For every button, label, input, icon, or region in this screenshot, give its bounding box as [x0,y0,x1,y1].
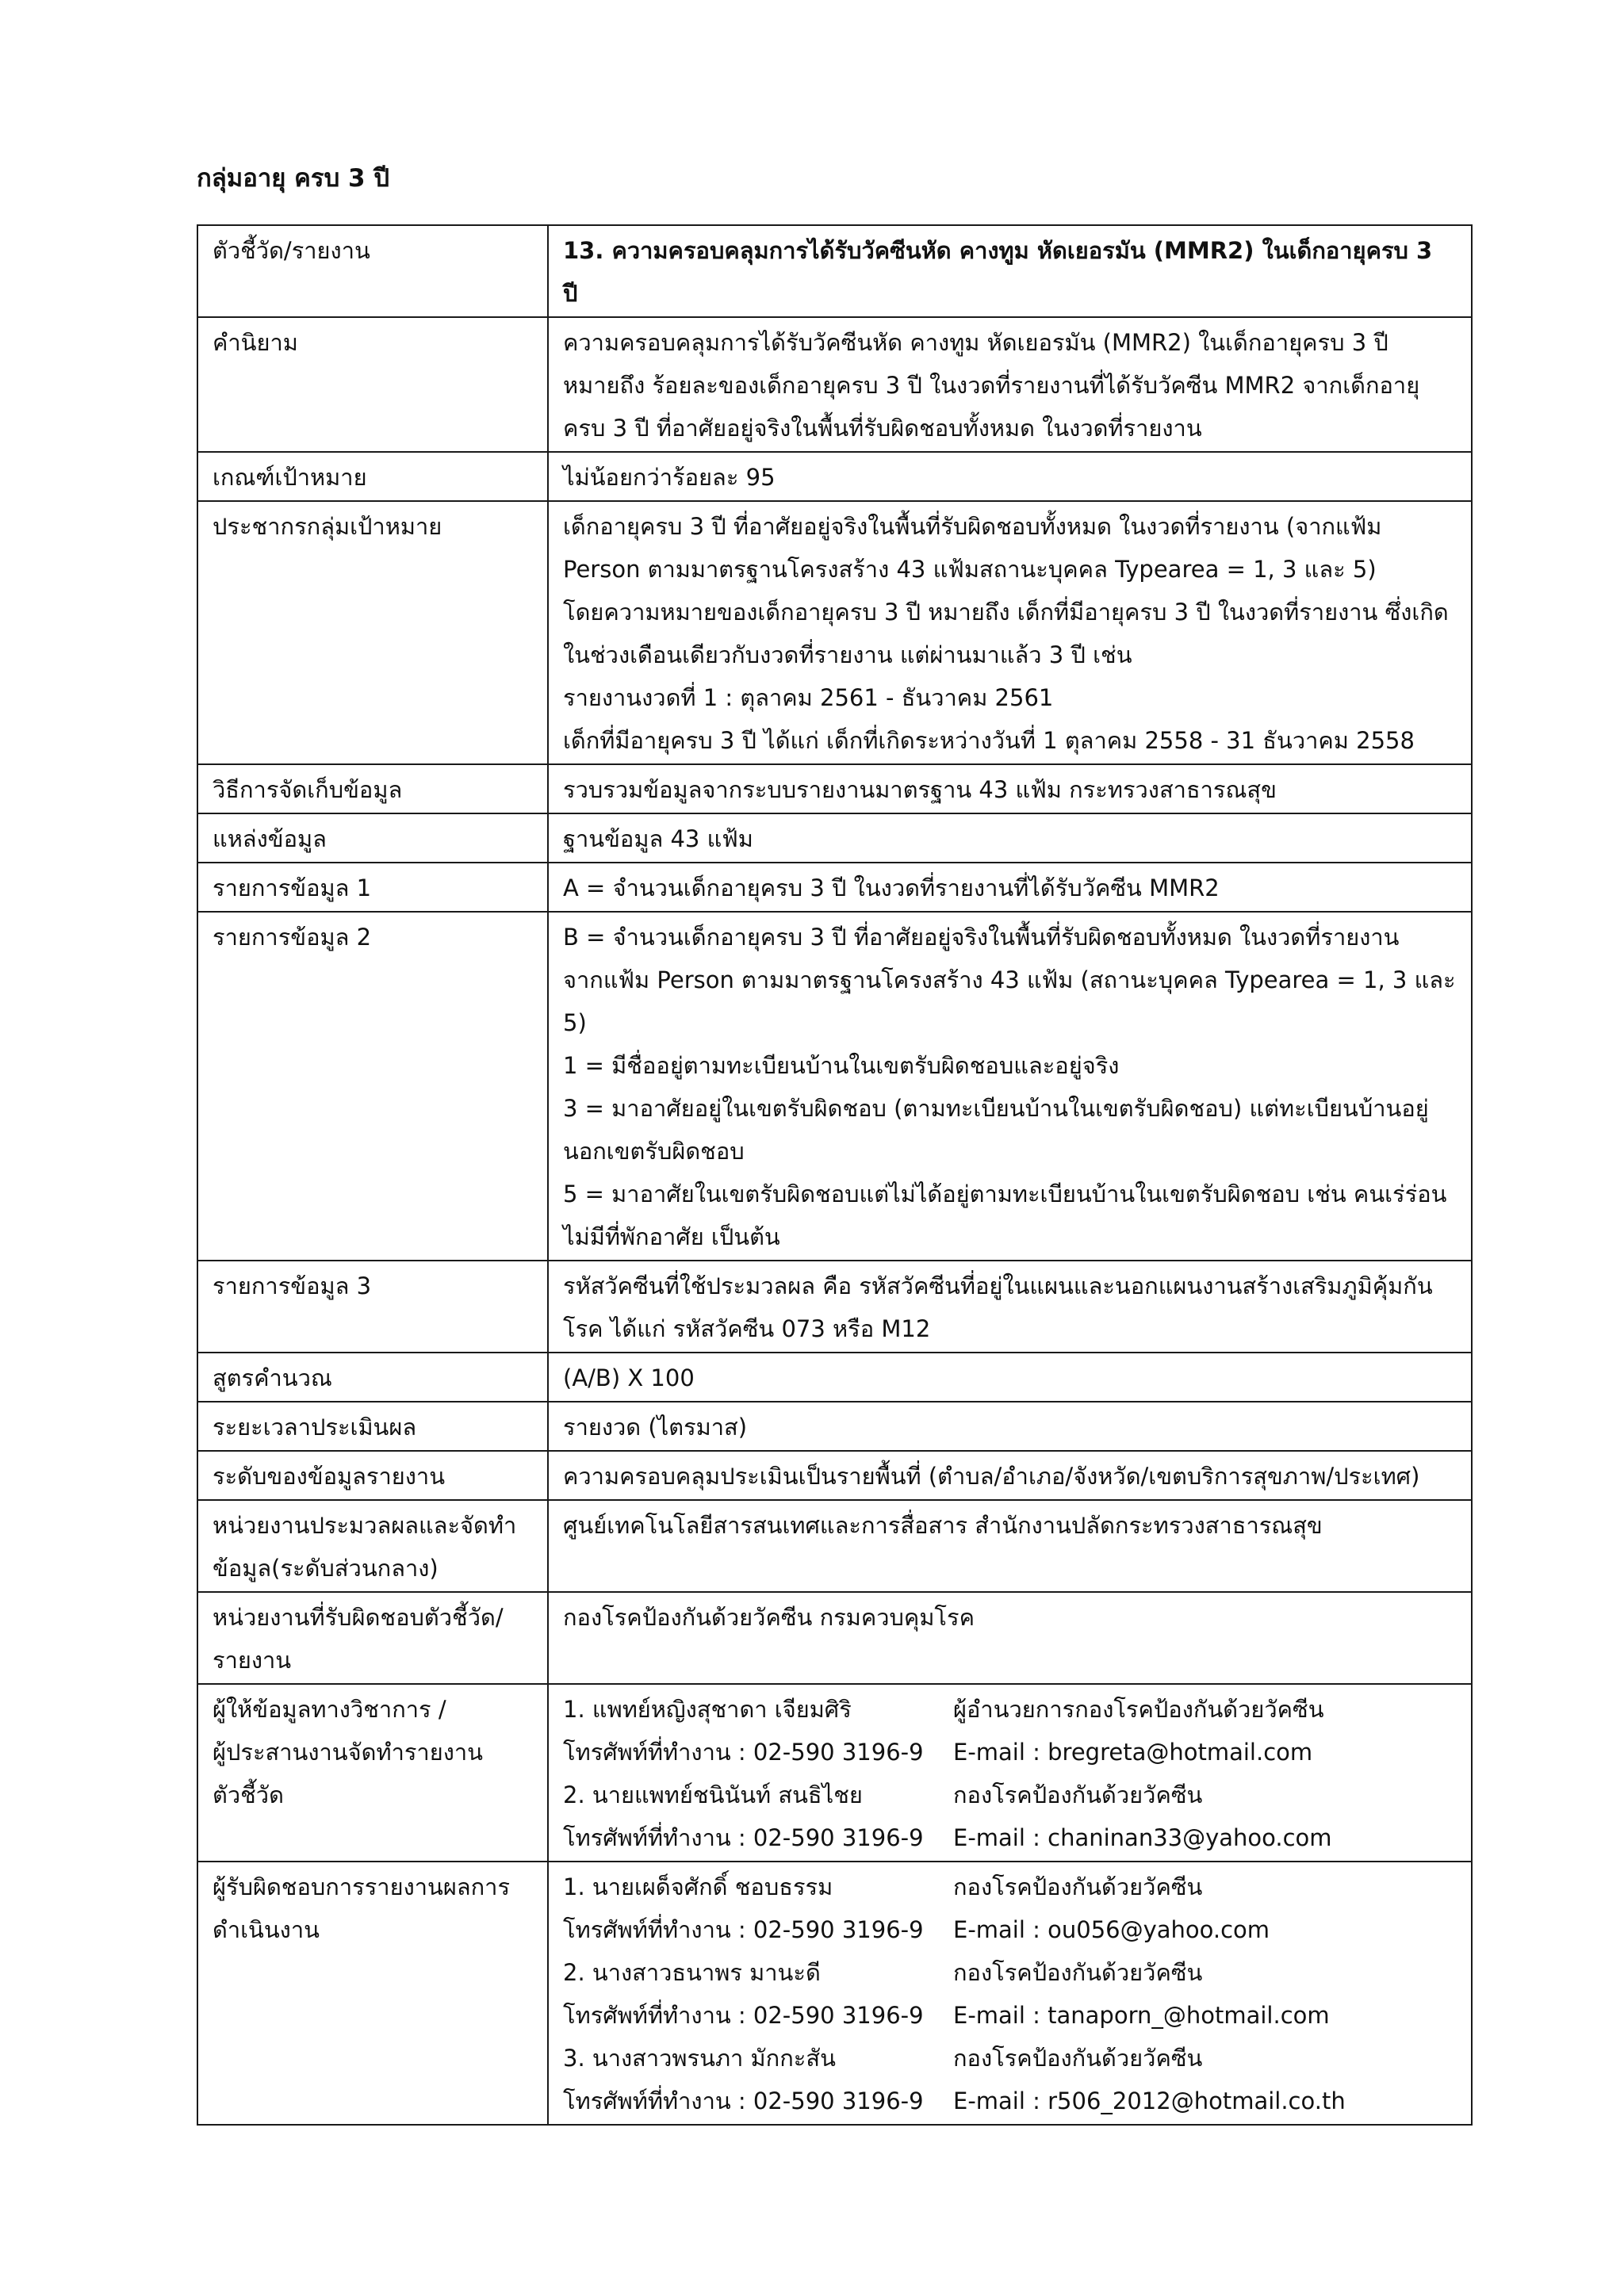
row-value [548,764,1472,813]
cell-text: โทรศัพท์ที่ทำงาน : 02-590 3196-9 [563,1824,924,1851]
text-line: 5 = มาอาศัยในเขตรับผิดชอบแต่ไม่ได้อยู่ตามทะเบียนบ้านในเขตรับผิดชอบ เช่น คนเร่ร่อน [563,1181,1447,1207]
text-line: โรค ได้แก่ รหัสวัคซีน 073 หรือ M12 [563,1315,931,1342]
row-responsible-unit [197,1592,1472,1684]
cell-text: ดำเนินงาน [213,1916,320,1943]
row-label [197,1402,548,1451]
row-label [197,1684,548,1862]
email-text: E-mail : tanaporn_@hotmail.com [953,2002,1330,2029]
row-value [548,1402,1472,1451]
text-line: B = จำนวนเด็กอายุครบ 3 ปี ที่อาศัยอยู่จริงในพื้นที่รับผิดชอบทั้งหมด ในงวดที่รายงาน [563,924,1400,951]
email-text: E-mail : ou056@yahoo.com [953,1916,1270,1943]
contact-line [563,1688,1457,1731]
indicator-table [197,224,1473,2126]
row-value [548,863,1472,912]
row-value [548,1684,1472,1862]
text-line: 1 = มีชื่ออยู่ตามทะเบียนบ้านในเขตรับผิดชอบและอยู่จริง [563,1052,1120,1079]
cell-text: ผู้รับผิดชอบการรายงานผลการ [213,1873,511,1900]
cell-text: โทรศัพท์ที่ทำงาน : 02-590 3196-9 [563,2002,924,2029]
cell-text: สูตรคำนวณ [213,1364,332,1391]
cell-text: กองโรคป้องกันด้วยวัคซีน [953,2045,1203,2072]
text-line: โดยความหมายของเด็กอายุครบ 3 ปี หมายถึง เด็กที่มีอายุครบ 3 ปี ในงวดที่รายงาน ซึ่งเกิด [563,599,1449,626]
row-label [197,1451,548,1500]
row-label [197,1261,548,1353]
cell-text: เกณฑ์เป้าหมาย [213,464,367,491]
email-text: E-mail : bregreta@hotmail.com [953,1739,1313,1766]
cell-text: รายการข้อมูล 2 [213,924,372,951]
row-indicator [197,225,1472,317]
row-data-item-1 [197,863,1472,912]
row-academic-contacts [197,1684,1472,1862]
text-line: ครบ 3 ปี ที่อาศัยอยู่จริงในพื้นที่รับผิดชอบทั้งหมด ในงวดที่รายงาน [563,415,1202,442]
text-line: ฐานข้อมูล 43 แฟ้ม [563,825,753,852]
indicator-title-line: ปี [563,280,578,307]
text-line: ไม่น้อยกว่าร้อยละ 95 [563,464,776,491]
row-value [548,813,1472,863]
contact-line [563,1994,1457,2037]
cell-text: โทรศัพท์ที่ทำงาน : 02-590 3196-9 [563,1739,924,1766]
row-label [197,452,548,501]
email-text: E-mail : chaninan33@yahoo.com [953,1824,1332,1851]
contact-line [563,1866,1457,1908]
row-value [548,912,1472,1261]
row-value [548,317,1472,452]
cell-text: ผู้อำนวยการกองโรคป้องกันด้วยวัคซีน [953,1696,1324,1723]
text-line: เด็กอายุครบ 3 ปี ที่อาศัยอยู่จริงในพื้นที่รับผิดชอบทั้งหมด ในงวดที่รายงาน (จากแฟ้ม [563,513,1382,540]
contact-line [563,1816,1457,1859]
cell-text: 1. นายเผด็จศักดิ์ ชอบธรรม [563,1873,833,1900]
text-line: เด็กที่มีอายุครบ 3 ปี ได้แก่ เด็กที่เกิดระหว่างวันที่ 1 ตุลาคม 2558 - 31 ธันวาคม 2558 [563,727,1415,754]
row-formula [197,1353,1472,1402]
row-value [548,1592,1472,1684]
cell-text: วิธีการจัดเก็บข้อมูล [213,776,403,803]
contact-line [563,2037,1457,2080]
text-line: นอกเขตรับผิดชอบ [563,1138,745,1165]
row-target [197,452,1472,501]
cell-text: ระดับของข้อมูลรายงาน [213,1463,446,1490]
text-line: Person ตามมาตรฐานโครงสร้าง 43 แฟ้มสถานะบุคคล Typearea = 1, 3 และ 5) [563,556,1377,583]
text-line: 5) [563,1009,587,1036]
contact-line [563,1908,1457,1951]
row-label [197,1353,548,1402]
row-value [548,1862,1472,2125]
cell-text: 2. นางสาวธนาพร มานะดี [563,1959,821,1986]
contact-line [563,2080,1457,2122]
row-label [197,912,548,1261]
text-line: รวบรวมข้อมูลจากระบบรายงานมาตรฐาน 43 แฟ้ม กระทรวงสาธารณสุข [563,776,1277,803]
cell-text: หน่วยงานประมวลผลและจัดทำ [213,1512,517,1539]
text-line: รหัสวัคซีนที่ใช้ประมวลผล คือ รหัสวัคซีนที่อยู่ในแผนและนอกแผนงานสร้างเสริมภูมิคุ้มกัน [563,1272,1433,1299]
cell-text: ข้อมูล(ระดับส่วนกลาง) [213,1555,439,1582]
text-line: ความครอบคลุมการได้รับวัคซีนหัด คางทูม หัดเยอรมัน (MMR2) ในเด็กอายุครบ 3 ปี [563,329,1388,356]
row-population [197,501,1472,764]
email-text: E-mail : r506_2012@hotmail.co.th [953,2087,1346,2114]
row-evaluation-period [197,1402,1472,1451]
row-label [197,501,548,764]
cell-text: 1. แพทย์หญิงสุชาดา เจียมศิริ [563,1696,852,1723]
row-definition [197,317,1472,452]
cell-text: รายงาน [213,1647,292,1674]
text-line: กองโรคป้องกันด้วยวัคซีน กรมควบคุมโรค [563,1604,975,1631]
cell-text: กองโรคป้องกันด้วยวัคซีน [953,1781,1203,1808]
cell-text: ผู้ให้ข้อมูลทางวิชาการ / [213,1696,446,1723]
text-line: รายงวด (ไตรมาส) [563,1414,748,1441]
cell-text: กองโรคป้องกันด้วยวัคซีน [953,1959,1203,1986]
cell-text: ประชากรกลุ่มเป้าหมาย [213,513,442,540]
cell-text: 2. นายแพทย์ชนินันท์ สนธิไชย [563,1781,863,1808]
text-line: จากแฟ้ม Person ตามมาตรฐานโครงสร้าง 43 แฟ้ม (สถานะบุคคล Typearea = 1, 3 และ [563,966,1456,993]
cell-text: คำนิยาม [213,329,298,356]
cell-text: ตัวชี้วัด/รายงาน [213,237,370,264]
cell-text: แหล่งข้อมูล [213,825,327,852]
row-reporting-contacts [197,1862,1472,2125]
row-value [548,225,1472,317]
cell-text: ระยะเวลาประเมินผล [213,1414,417,1441]
text-line: ความครอบคลุมประเมินเป็นรายพื้นที่ (ตำบล/อำเภอ/จังหวัด/เขตบริการสุขภาพ/ประเทศ) [563,1463,1420,1490]
row-label [197,1592,548,1684]
row-value [548,1261,1472,1353]
row-collection-method [197,764,1472,813]
page-heading: กลุ่มอายุ ครบ 3 ปี [197,164,390,193]
text-line: (A/B) X 100 [563,1364,695,1391]
contact-line [563,1731,1457,1774]
text-line: ศูนย์เทคโนโลยีสารสนเทศและการสื่อสาร สำนักงานปลัดกระทรวงสาธารณสุข [563,1512,1323,1539]
row-value [548,1353,1472,1402]
row-value [548,1451,1472,1500]
row-label [197,1500,548,1592]
cell-text: รายการข้อมูล 3 [213,1272,372,1299]
row-label [197,813,548,863]
row-data-source [197,813,1472,863]
contact-line [563,1774,1457,1816]
row-label [197,225,548,317]
row-label [197,764,548,813]
row-value [548,452,1472,501]
text-line: รายงานงวดที่ 1 : ตุลาคม 2561 - ธันวาคม 2561 [563,684,1054,711]
row-processing-unit [197,1500,1472,1592]
cell-text: โทรศัพท์ที่ทำงาน : 02-590 3196-9 [563,2087,924,2114]
text-line: หมายถึง ร้อยละของเด็กอายุครบ 3 ปี ในงวดที่รายงานที่ได้รับวัคซีน MMR2 จากเด็กอายุ [563,372,1420,399]
cell-text: รายการข้อมูล 1 [213,874,372,901]
cell-text: หน่วยงานที่รับผิดชอบตัวชี้วัด/ [213,1604,504,1631]
cell-text: 3. นางสาวพรนภา มักกะสัน [563,2045,836,2072]
row-data-item-3 [197,1261,1472,1353]
row-label [197,863,548,912]
row-value [548,1500,1472,1592]
row-value [548,501,1472,764]
text-line: 3 = มาอาศัยอยู่ในเขตรับผิดชอบ (ตามทะเบียนบ้านในเขตรับผิดชอบ) แต่ทะเบียนบ้านอยู่ [563,1095,1429,1122]
cell-text: ผู้ประสานงานจัดทำรายงาน [213,1739,483,1766]
indicator-title-line: 13. ความครอบคลุมการได้รับวัคซีนหัด คางทูม หัดเยอรมัน (MMR2) ในเด็กอายุครบ 3 [563,237,1433,264]
text-line: ในช่วงเดือนเดียวกับงวดที่รายงาน แต่ผ่านมาแล้ว 3 ปี เช่น [563,641,1132,668]
text-line: ไม่มีที่พักอาศัย เป็นต้น [563,1223,780,1250]
row-data-item-2 [197,912,1472,1261]
contact-line [563,1951,1457,1994]
row-report-level [197,1451,1472,1500]
cell-text: ตัวชี้วัด [213,1781,284,1808]
cell-text: กองโรคป้องกันด้วยวัคซีน [953,1873,1203,1900]
row-label [197,317,548,452]
row-label [197,1862,548,2125]
cell-text: โทรศัพท์ที่ทำงาน : 02-590 3196-9 [563,1916,924,1943]
text-line: A = จำนวนเด็กอายุครบ 3 ปี ในงวดที่รายงานที่ได้รับวัคซีน MMR2 [563,874,1220,901]
